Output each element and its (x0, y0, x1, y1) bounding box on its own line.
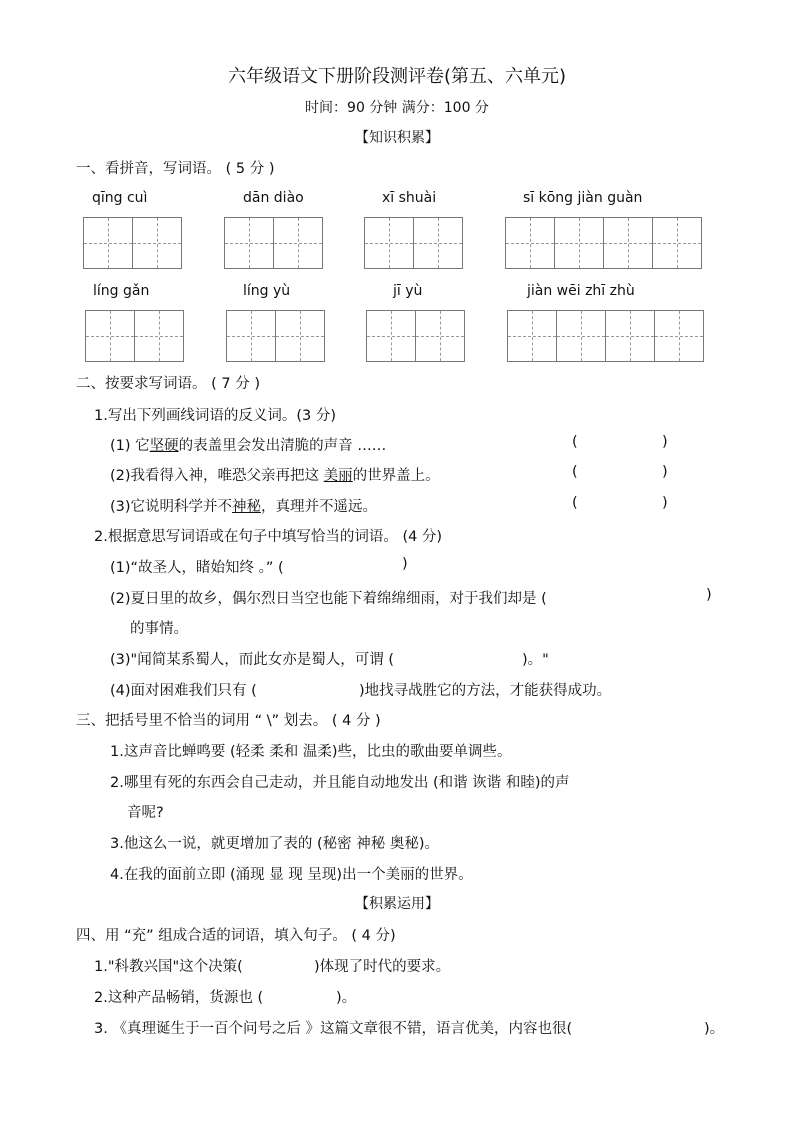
strike-item-4: 4.在我的面前立即 (涌现 显 现 呈现)出一个美丽的世界。 (110, 867, 473, 883)
fill-item-2-continued: 的事情。 (130, 621, 188, 637)
question-4-heading: 四、用 “充” 组成合适的词语，填入句子。 ( 4 分) (76, 928, 396, 944)
page-title: 六年级语文下册阶段测评卷(第五、六单元) (227, 66, 567, 87)
answer-paren-close: ) (662, 464, 668, 480)
question-1-heading: 一、看拼音，写词语。 ( 5 分 ) (76, 161, 275, 177)
section-knowledge-title: 【知识积累】 (355, 130, 439, 146)
strike-item-2-continued: 音呢? (127, 805, 164, 821)
answer-paren-open: ( (572, 434, 578, 450)
pinyin-label: líng yù (243, 283, 291, 299)
pinyin-label: xī shuài (382, 190, 437, 206)
writing-grid[interactable] (366, 310, 464, 362)
answer-paren-close: ) (662, 434, 668, 450)
fill-item-3: (3)"闻简某系蜀人，而此女亦是蜀人，可谓 ( (110, 652, 394, 668)
item-text: ，真理并不遥远。 (261, 499, 378, 515)
item-text: 的世界盖上。 (352, 468, 440, 484)
answer-paren-close: ) (706, 587, 712, 603)
antonym-item-2 (110, 464, 440, 485)
pinyin-label: jiàn wēi zhī zhù (527, 283, 635, 299)
question-2-1-instruction: 1.写出下列画线词语的反义词。(3 分) (94, 408, 336, 424)
underlined-word: 美丽 (323, 468, 353, 484)
fill-item-2: (2)夏日里的故乡，偶尔烈日当空也能下着绵绵细雨，对于我们却是 ( (110, 591, 547, 607)
fill-chong-item-2-end: )。 (336, 990, 357, 1006)
section-application-title: 【积累运用】 (355, 896, 439, 912)
strike-item-2: 2.哪里有死的东西会自己走动，并且能自动地发出 (和谐 诙谐 和睦)的声 (110, 775, 570, 791)
underlined-word: 神秘 (232, 499, 262, 515)
item-text: (1) 它 (110, 438, 150, 454)
fill-chong-item-1-end: )体现了时代的要求。 (314, 959, 451, 975)
answer-paren-close: ) (402, 556, 408, 572)
item-text: (2)我看得入神，唯恐父亲再把这 (110, 468, 324, 484)
pinyin-label: líng gǎn (93, 283, 150, 299)
answer-paren-close: ) (662, 495, 668, 511)
fill-chong-item-1-start: 1."科教兴国"这个决策( (94, 959, 243, 975)
writing-grid[interactable] (226, 310, 324, 362)
pinyin-label: jī yù (393, 283, 423, 299)
pinyin-label: dān diào (243, 190, 304, 206)
writing-grid[interactable] (224, 217, 322, 269)
pinyin-label: qīng cuì (92, 190, 148, 206)
fill-item-4-start: (4)面对困难我们只有 ( (110, 683, 257, 699)
pinyin-label: sī kōng jiàn guàn (523, 190, 643, 206)
writing-grid[interactable] (364, 217, 462, 269)
antonym-item-1 (110, 434, 386, 455)
answer-paren-open: ( (572, 464, 578, 480)
question-2-2-instruction: 2.根据意思写词语或在句子中填写恰当的词语。 (4 分) (94, 529, 443, 545)
antonym-item-3 (110, 495, 377, 516)
question-2-heading: 二、按要求写词语。 ( 7 分 ) (76, 376, 260, 392)
item-text: (3)它说明科学并不 (110, 499, 233, 515)
fill-item-4-end: )地找寻战胜它的方法，才能获得成功。 (359, 683, 612, 699)
answer-paren-close: )。" (522, 652, 549, 668)
exam-time-info: 时间：90 分钟 满分：100 分 (305, 100, 489, 116)
writing-grid[interactable] (83, 217, 181, 269)
writing-grid[interactable] (85, 310, 183, 362)
writing-grid[interactable] (505, 217, 701, 269)
fill-chong-item-2-start: 2.这种产品畅销，货源也 ( (94, 990, 264, 1006)
strike-item-1: 1.这声音比蝉鸣要 (轻柔 柔和 温柔)些，比虫的歌曲要单调些。 (110, 744, 512, 760)
question-3-heading: 三、把括号里不恰当的词用 “ \” 划去。 ( 4 分 ) (76, 713, 381, 729)
strike-item-3: 3.他这么一说，就更增加了表的 (秘密 神秘 奥秘)。 (110, 836, 439, 852)
writing-grid[interactable] (507, 310, 703, 362)
fill-item-1: (1)“故圣人，睹始知终 。” ( (110, 560, 284, 576)
answer-paren-open: ( (572, 495, 578, 511)
item-text: 的表盖里会发出清脆的声音 …… (178, 438, 387, 454)
underlined-word: 坚硬 (149, 438, 179, 454)
fill-chong-item-3-end: )。 (704, 1021, 725, 1037)
fill-chong-item-3-start: 3. 《真理诞生于一百个问号之后 》这篇文章很不错，语言优美，内容也很( (94, 1021, 573, 1037)
